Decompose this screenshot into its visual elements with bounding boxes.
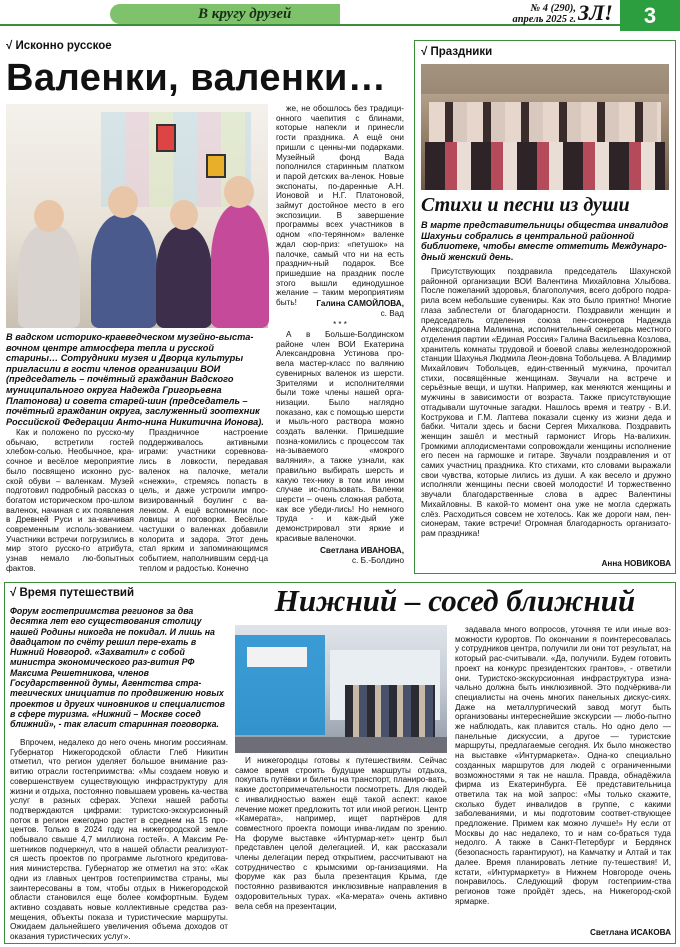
person	[91, 214, 157, 328]
person-head	[224, 176, 254, 208]
newspaper-logo: ЗЛ!	[578, 0, 613, 25]
issue-date: апрель 2025 г.	[512, 14, 576, 25]
paragraph: Праздничное настроение поддерживалось активными играми: участники соревнова-лись в ловкости, передавая валенок на палочке, метали «снежки», стремясь попасть в цель, и даже устроили импро-визированный боулинг с ва-ленком. А ещё вспомнили пос-ловицы и поговорки. Весёлые частушки о валенках добавили колорита и задора. Этот день стал ярким и запоминающимся событием, наполнившим серд-ца теплом и радостью. Конечно	[139, 428, 268, 573]
person-head	[34, 200, 64, 232]
person	[156, 226, 212, 328]
page-number: 3	[620, 0, 680, 31]
article2-lead: В марте представительницы общества инвалидов Шахуньи собрались в центральной районной библиотеке, чтобы вместе отметить Междунаро-дный женский день.	[421, 220, 669, 262]
article1-signature-1	[276, 299, 404, 318]
paragraph: Впрочем, недалеко до него очень многим россиянам. Губернатор Нижегородской области Глеб Никитин отметил, что регион уделяет большое внимание раз-витию отрасли гостеприимства: «Мы создаем новую и совершенствуем существующую инфраструктуру для жизни и отдыха, постоянно повышаем уровень ка-чества услуг в разных сферах. Успехи нашей работы подтверждаются цифрами: туристско-экскурсионный поток в регион ежегодно растет в среднем на 15 про-центов. Только в 2024 году на нижегородской земле побывало свыше 4,7 миллиона гостей». А Максим Ре-шетников подчеркнул, что в нашей области реализуют-ся шесть проектов по программе льготного кредитова-ния министерства. Губернатор же отметил на это: «Как одни из главных центров гостеприимства страны, мы заинтересованы в том, чтобы отдых в Нижегородской области становился еще более комфортным. Будем активно создавать новые коллективные средства раз-мещения, объекты показа и туристические маршруты. Ожидаем дальнейшего увеличения объема доходов от оказания туристических услуг».	[10, 738, 228, 942]
stars-separator: * * *	[333, 320, 347, 329]
article1-col2	[139, 428, 268, 574]
paragraph: Присутствующих поздравила председатель Шахунской районной организации ВОИ Валентина Михайловна Хлыбова. После пожеланий здоровья, благополучия, всего доброго подра-рила всем небольшие сувениры. Как это было приятно! Многие глаза заблестели от благодарности. Поздравили женщин и председатель отделения союза пен-сионеров Надежда Александровна Малинина, исполнительный секретарь местного отделения партии «Единая Россия» Галина Васильевна Козлова, хранитель комнаты трудовой и боевой славы железнодорожной станции Шахунья Людмила Леон-довна Тобольцева. А Владимир Михайлович Тобольцев, един-ственный мужчина, прочитал стихи, посвящённые женщинам. Звучали на встрече и серьёзные вещи, и шутки. Например, как меняются женщины и мужчины в зависимости от возраста. Также присутствующие отгадывали шуточные загадки. Нашлось время и театру - В.И. Кострукова и Г.М. Лаптева показали сценку из жизни деда и бабки. Читали здесь и басни Сергея Михалкова. Поздравить женщин зашёл и местный гармонист Игорь На-валихин. Громкими аплодисментами сопровождали женщины исполнение его песен на гармошке и гитаре. Звучали поздравления и от самих участниц праздника. Кто стихами, кто словами выражали свои чувства, которые лились из души. А как весело и дружно исполняли женщины песни своей молодости! И торжественно звучали благодарственные слова в адрес Валентины Михайловны. В какой-то момент она уже не могла сдержать слёз. Расходиться совсем не хотелось. Как же дороги нам, пен-сионерам, такие встречи! Огромная благодарность организато-рам праздника!	[421, 267, 672, 538]
stand-banner	[247, 647, 307, 667]
article3-col2	[235, 756, 447, 938]
group-back-row	[429, 102, 661, 142]
floor	[235, 737, 447, 753]
group-front-row	[425, 142, 665, 190]
author-place: с. Вад	[380, 308, 404, 318]
article2-signature: Анна НОВИКОВА	[601, 559, 671, 568]
photo-valenki	[6, 104, 268, 328]
visitors-crowd	[345, 685, 435, 745]
article2-title: Стихи и песни из души	[421, 194, 630, 216]
paragraph: И нижегородцы готовы к путешествиям. Сейчас самое время строить будущие маршруты отдыха, покупать путёвки и билеты на транспорт, планиро-вать, какие достопримечательности посмотреть. Для людей с инвалидностью важен ещё такой аспект: какое лечение может предложить тот или иной регион. Центр «Камерата», например, ищет партнёров для совместного проекта помощи инва-лидам по зрению. На форуме выставке «Интурмар-кет» центр был представлен целой делегацией. И, как рассказали члены делегации перед открытием, рассчитывают на сотрудничество с крымскими ор-ганизациями. На форуме как раз была презентация Крыма, где постоянно развиваются инклюзивные направления в оздоровительных турах. «Ка-мерата» очень активно вела себя на презентации,	[235, 756, 447, 911]
wall-picture	[206, 154, 226, 178]
photo-holiday	[421, 64, 669, 190]
paragraph: Как и положено по русско-му обычаю, встретили гостей хлебом-солью. Необычное, кра-сочное и весёлое мероприятие было посвящено исконно рус-ской обуви – валенкам. Музей подготовил подробный рассказ о богатом историческом про-шлом валенок, начиная с их появления в Древней Руси и за-канчивая современным исполь-зованием. Участники встречи погрузились в мир этого русско-го атрибута, узнав немало лю-бопытных фактов.	[6, 428, 134, 573]
author-place: с. Б.-Болдино	[352, 555, 404, 565]
article1-col3b	[276, 330, 404, 545]
person-head	[170, 200, 198, 230]
person	[211, 204, 269, 328]
article1-col1	[6, 428, 134, 574]
article3-col3	[455, 625, 671, 923]
article1-title: Валенки, валенки…	[6, 57, 387, 99]
person	[18, 224, 80, 328]
paragraph: задавала много вопросов, уточняя те или иные воз-можности курортов. По окончании я поинтересовалась у сотрудников центра, получили ли они тот результат, на который рас-считывали. «Да, получили. Будем готовить проект на конкурс президентских грантов», - ответили они. Туристско-экскурсионная инфраструктура изна-чально должна быть инклюзивной. Это подчёркива-ли специалисты на очень многих панельных дискус-сиях. Даже на металлургический завод могут быть организованы интереснейшие экскурсии — любо-пытно же наблюдать, как плавится сталь. Но одно дело — панельные дискуссии, а другое — туристские маршруты, предлагаемые сегодня. Их было множество на выставке «Интурмаркета». Одна-ко специально созданных маршрутов для людей с ограниченными возможностями я так не нашла. Правда, обнадёжила фирма из Екатеринбурга. Её представительница ответила так на мой запрос: «Мы только скажите, сколько будет инвалидов в группе, с какими заболеваниями, и мы подготовим соответ-ствующее предложение. Примем как можно лучше!» Ну если от Москвы до нас недалеко, то и нам со-браться туда недолго. А также в Санкт-Петербург и Бердянск (безопасность гарантируют), на Камчатку и Алтай и так далее. Время планировать летние пу-тешествия! И, кстати, «Интурмаркету» в Нижнем Новгороде очень понравилось. Следующий форум гостеприим-ства регионов тоже пройдёт здесь, на Нижегород-ской ярмарке.	[455, 625, 671, 906]
article1-signature-2	[276, 546, 404, 565]
article2-body	[421, 267, 671, 555]
section-title: В кругу друзей	[110, 4, 340, 24]
rubric-travel: √ Время путешествий	[10, 587, 135, 599]
rubric-holidays: √ Праздники	[421, 46, 493, 58]
person-head	[108, 186, 138, 218]
article3-col1	[10, 738, 228, 942]
author-name: Галина САМОЙЛОВА,	[316, 299, 404, 308]
author-name: Светлана ИВАНОВА,	[320, 546, 404, 555]
photo-forum	[235, 625, 447, 753]
wall-picture	[156, 124, 176, 152]
article3-lead: Форум гостеприимства регионов за два десятка лет его существования столицу нашей Родины никогда не покидал. И лишь на двадцатом по счёту решил пере-ехать в Нижний Новгород. «Захватил» с собой министра экономического раз-вития РФ Максима Решетникова, членов Государственной думы, Агентства стра-тегических инициатив по продвижению новых проектов и других чиновников и специалистов в сфере туризма. «Нижний – Москве сосед ближний», - так гласит старинная поговорка.	[10, 606, 225, 730]
article3-signature: Светлана ИСАКОВА	[589, 928, 671, 937]
bookshelf	[421, 64, 669, 94]
issue-info	[480, 3, 576, 25]
article1-lead: В вадском историко-краеведческом музейно-выста-вочном центре атмосфера тепла и русской старины… Сотрудники музея и Дворца культуры пригласили в гости членов организации ВОИ (председатель – почётный гражданин Вадского муниципального округа Надежда Григорьевна Платонова) и совета старей-шин (председатель – почётный гражданин округа, заслуженный зоотехник Российской Федерации Анто-нина Никитична Ионова).	[6, 332, 264, 427]
issue-number: № 4 (290),	[530, 3, 576, 14]
paragraph: А в Больше-Болдинском районе член ВОИ Екатерина Александровна Устинова про-вела мастер-класс по валянию сувенирных валенок из шерсти. Зрителями и исполнителями были тоже члены нашей орга-низации. Было наглядно показано, как с помощью шерсти и мыль-ного раствора можно создать валенки. Пришедшие позна-комились с процессом так на-зываемого «мокрого валяния», а также узнали, как правильно выбирать шерсть и какую тех-нику в том или ином случае ис-пользовать. Валенки шерсти – очень сложная работа, как все убеди-лись! Но немного труда - и каж-дый уже демонстрировал эти яркие и красивые валеночки.	[276, 330, 404, 543]
paragraph: же, не обошлось без традици-онного чаепития с блинами, которые напекли и принесли гости праздника. А ещё они пришли с ценны-ми подарками. Музейный фонд Вада пополнился старинным платком и парой детских ва-ленок. Новые экспонаты, по-даренные А.Н. Ионовой и Н.Г. Платоновой, займут достойное место в его экспозиции. В завершение программы всех участников в одном «по-терянном» валенке ждал сюр-приз: «петушок» на палочке, самый что ни на есть празднич-ный подарок. Все пришедшие на праздник после этого вышли единодушное желание – таким мероприятиям быть!	[276, 104, 404, 308]
article3-title: Нижний – сосед ближний	[274, 583, 636, 618]
rubric-russian: √ Исконно русское	[6, 40, 112, 52]
